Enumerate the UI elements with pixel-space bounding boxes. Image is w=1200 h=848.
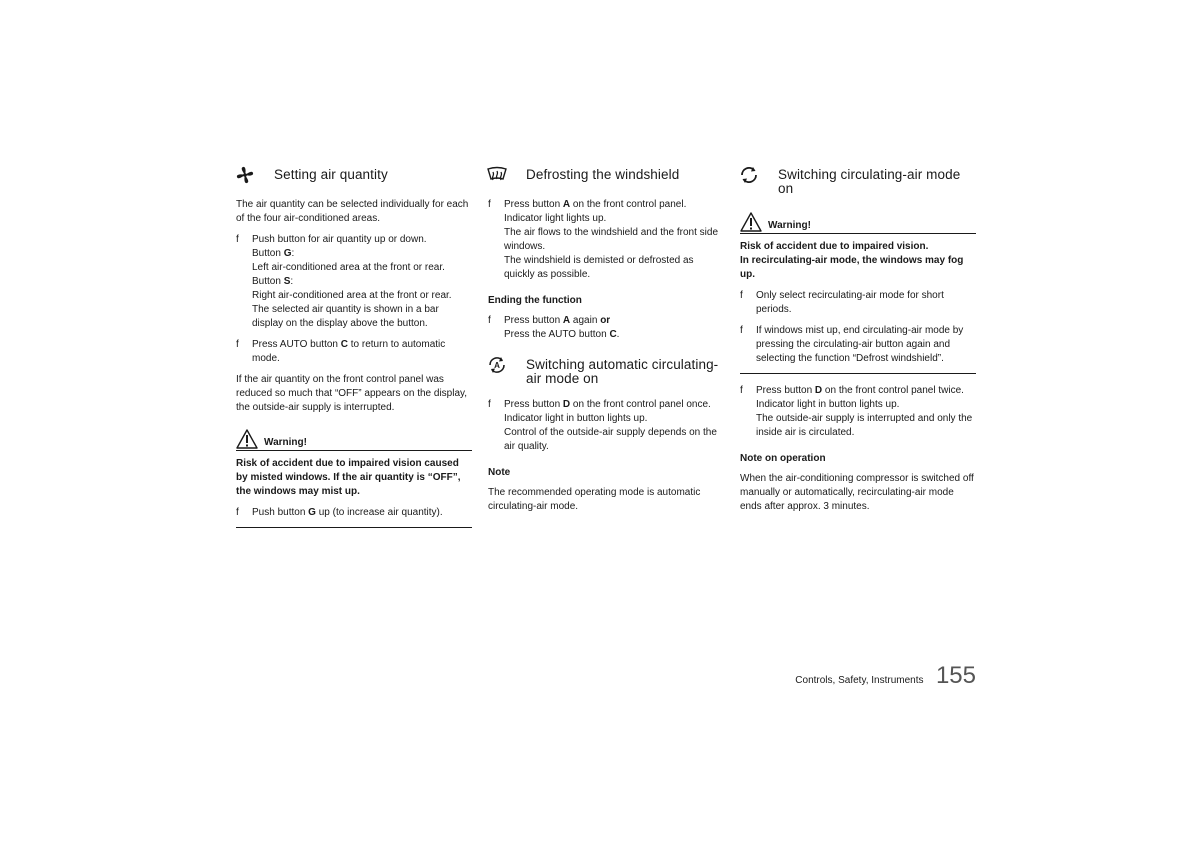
section-title: Switching automatic circulating-air mode on bbox=[526, 357, 719, 386]
step-line: Left air-conditioned area at the front or rear. bbox=[252, 262, 445, 273]
section-title: Switching circulating-air mode on bbox=[778, 167, 961, 196]
step-line: Button S: bbox=[252, 276, 294, 287]
step-line: Indicator light in button lights up. bbox=[504, 413, 648, 424]
step-text bbox=[504, 398, 724, 454]
step-line: The air flows to the windshield and the front side windows. bbox=[504, 227, 719, 252]
step-line: Press button D on the front control panel once. bbox=[504, 399, 711, 410]
warning-label: Warning! bbox=[768, 220, 811, 231]
section-heading bbox=[488, 354, 724, 386]
subheading: Ending the function bbox=[488, 295, 582, 306]
section-title: Setting air quantity bbox=[274, 167, 388, 182]
list-item bbox=[236, 506, 472, 520]
step-line: Control of the outside-air supply depends on the air quality. bbox=[504, 427, 717, 452]
step-line: Indicator light in button lights up. bbox=[756, 399, 900, 410]
step-line: Indicator light lights up. bbox=[504, 213, 607, 224]
divider bbox=[740, 373, 976, 374]
warning-text: Risk of accident due to impaired vision caused by misted windows. If the air quantity is “OFF”, the windows may mist up. bbox=[236, 458, 461, 497]
column-recirculation bbox=[740, 164, 976, 521]
bullet: f bbox=[488, 199, 491, 210]
page-footer bbox=[760, 662, 976, 690]
list-item bbox=[740, 289, 976, 317]
column-air-quantity bbox=[236, 164, 472, 528]
step-line: The outside-air supply is interrupted and only the inside air is circulated. bbox=[756, 413, 973, 438]
step-line: Press button A on the front control panel. bbox=[504, 199, 687, 210]
page-number: 155 bbox=[935, 662, 976, 689]
bullet: f bbox=[236, 234, 239, 245]
bullet: f bbox=[740, 290, 743, 301]
step-line: Push button for air quantity up or down. bbox=[252, 234, 427, 245]
list-item bbox=[236, 338, 472, 366]
bullet: f bbox=[236, 339, 239, 350]
section-title: Defrosting the windshield bbox=[526, 167, 680, 182]
section-heading bbox=[236, 164, 472, 186]
step-line: Right air-conditioned area at the front or rear. bbox=[252, 290, 452, 301]
step-text bbox=[252, 233, 472, 331]
warning-triangle-icon bbox=[740, 212, 762, 232]
list-item bbox=[740, 324, 976, 366]
auto-recirculation-icon bbox=[486, 354, 512, 376]
warning-text: Risk of accident due to impaired vision. bbox=[740, 241, 929, 252]
step-text: Press AUTO button C to return to automatic mode. bbox=[252, 339, 446, 364]
warning-heading bbox=[740, 212, 976, 234]
warning-label: Warning! bbox=[264, 437, 307, 448]
warning-triangle-icon bbox=[236, 429, 258, 449]
subheading: Note bbox=[488, 467, 511, 478]
paragraph: If the air quantity on the front control panel was reduced so much that “OFF” appears on the display, the outside-air supply is interrupted. bbox=[236, 374, 468, 413]
paragraph: When the air-conditioning compressor is switched off manually or automatically, recirculating-air mode ends after approx. 3 minutes. bbox=[740, 473, 974, 512]
bullet: f bbox=[740, 325, 743, 336]
svg-text:A: A bbox=[494, 361, 500, 370]
paragraph: The air quantity can be selected individually for each of the four air-conditioned areas. bbox=[236, 199, 469, 224]
section-heading bbox=[740, 164, 976, 196]
subheading: Note on operation bbox=[740, 453, 826, 464]
step-text bbox=[504, 314, 619, 342]
divider bbox=[236, 527, 472, 528]
warning-box bbox=[236, 429, 472, 528]
step-line: The selected air quantity is shown in a bar display on the display above the button. bbox=[252, 304, 439, 329]
list-item bbox=[488, 398, 724, 454]
step-line: The windshield is demisted or defrosted as quickly as possible. bbox=[504, 255, 694, 280]
bullet: f bbox=[488, 315, 491, 326]
bullet: f bbox=[740, 385, 743, 396]
step-line: Press button D on the front control panel twice. bbox=[756, 385, 964, 396]
footer-section-title: Controls, Safety, Instruments bbox=[795, 675, 924, 686]
step-text: If windows mist up, end circulating-air mode by pressing the circulating-air button again and selecting the function “Defrost windshield”. bbox=[756, 325, 964, 364]
step-text bbox=[504, 198, 724, 282]
step-line: Button G: bbox=[252, 248, 295, 259]
step-line: Press button A again or bbox=[504, 315, 611, 326]
bullet: f bbox=[488, 399, 491, 410]
list-item bbox=[488, 198, 724, 282]
list-item bbox=[740, 384, 976, 440]
step-line: Press the AUTO button C. bbox=[504, 329, 620, 340]
step-text: Only select recirculating-air mode for short periods. bbox=[756, 290, 944, 315]
fan-icon bbox=[234, 164, 260, 186]
step-text bbox=[756, 384, 976, 440]
step-text: Push button G up (to increase air quantity). bbox=[252, 507, 443, 518]
bullet: f bbox=[236, 507, 239, 518]
warning-box bbox=[740, 212, 976, 282]
recirculation-icon bbox=[738, 164, 764, 186]
column-defrost bbox=[488, 164, 724, 521]
windshield-defrost-icon bbox=[486, 164, 512, 186]
warning-text: In recirculating-air mode, the windows may fog up. bbox=[740, 255, 964, 280]
list-item bbox=[236, 233, 472, 331]
list-item bbox=[488, 314, 724, 342]
paragraph: The recommended operating mode is automatic circulating-air mode. bbox=[488, 487, 701, 512]
section-heading bbox=[488, 164, 724, 186]
warning-heading bbox=[236, 429, 472, 451]
